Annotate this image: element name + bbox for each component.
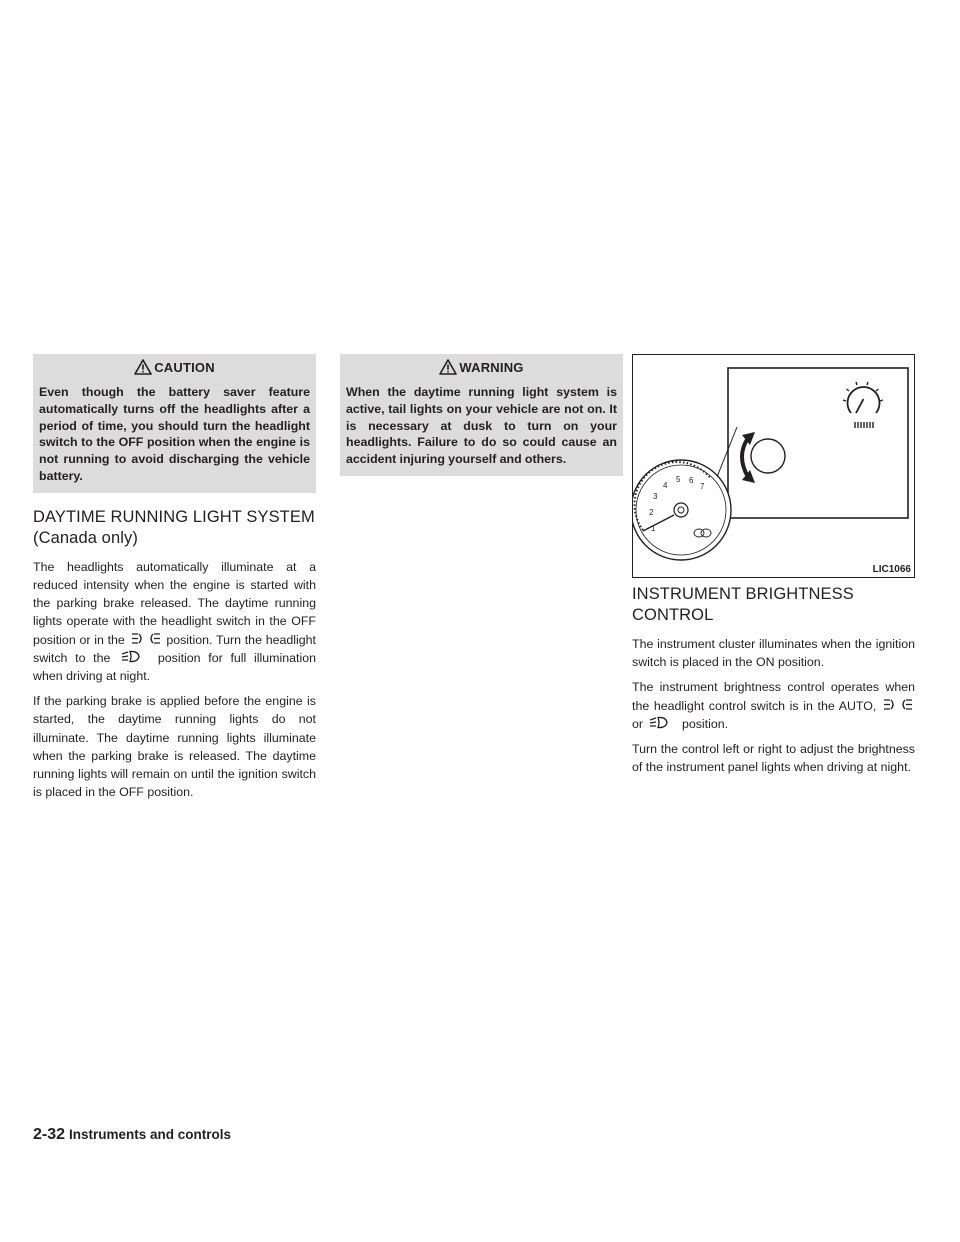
gauge-number-2: 2 <box>649 508 654 517</box>
gauge-number-5: 5 <box>676 475 681 484</box>
instrument-panel-illustration <box>633 355 914 577</box>
drl-paragraph-1 <box>33 558 316 685</box>
drl-heading-line1: DAYTIME RUNNING LIGHT SYSTEM <box>33 507 315 526</box>
dimmer-dial-icon <box>843 382 883 428</box>
brightness-paragraph-1: The instrument cluster illuminates when the ignition switch is placed in the ON position. <box>632 637 915 670</box>
brightness-heading <box>632 584 915 626</box>
brightness-p2-text-c: position. <box>681 716 729 731</box>
gauge-number-7: 7 <box>700 482 705 491</box>
caution-box <box>33 354 316 493</box>
brightness-paragraph-2 <box>632 678 915 733</box>
drl-heading-line2: (Canada only) <box>33 528 138 547</box>
gauge-number-6: 6 <box>689 476 694 485</box>
drl-p1-text-c: position for full illumination when driving at night. <box>33 650 316 683</box>
tachometer-gauge <box>633 460 731 560</box>
headlight-on-icon <box>120 650 146 663</box>
brightness-knob <box>751 439 785 473</box>
section-title: Instruments and controls <box>69 1127 232 1142</box>
warning-text: When the daytime running light system is active, tail lights on your vehicle are not on. It is necessary at dusk to turn on your headlights. Failure to do so could cause an accident injuring yourself and others. <box>346 385 617 467</box>
warning-header <box>340 354 623 380</box>
page-number: 2-32 <box>33 1126 66 1143</box>
page-footer <box>33 1126 231 1144</box>
gauge-number-4: 4 <box>663 481 668 490</box>
brightness-paragraph-3: Turn the control left or right to adjust the brightness of the instrument panel lights when driving at night. <box>632 742 915 775</box>
instrument-brightness-figure <box>632 354 915 578</box>
drl-p1-text-a: The headlights automatically illuminate at a reduced intensity when the engine is started with the parking brake released. The daytime running lights operate with the headlight switch in the OFF position or in the <box>33 559 316 647</box>
warning-triangle-icon <box>134 359 152 375</box>
warning-title: WARNING <box>459 359 524 375</box>
warning-triangle-icon <box>439 359 457 375</box>
gauge-number-1: 1 <box>651 524 656 533</box>
headlight-position-icon <box>883 698 913 711</box>
brightness-heading-line2: CONTROL <box>632 606 714 624</box>
caution-text: Even though the battery saver feature automatically turns off the headlights after a period of time, you should turn the headlight switch to the OFF position when the engine is not running to avoid discharging the vehicle battery. <box>39 385 310 483</box>
brightness-p2-text-b: or <box>632 716 644 731</box>
middle-column <box>340 354 623 476</box>
caution-header <box>33 354 316 380</box>
headlight-on-icon <box>648 716 674 729</box>
gauge-number-3: 3 <box>653 492 658 501</box>
drl-heading <box>33 507 316 549</box>
brightness-p2-text-a: The instrument brightness control operates when the headlight control switch is in the AUTO, <box>632 680 915 713</box>
warning-box <box>340 354 623 476</box>
inset-panel <box>728 368 908 518</box>
brightness-heading-line1: INSTRUMENT BRIGHTNESS <box>632 585 854 603</box>
drl-p1-text-b: position. Turn the headlight switch to the <box>33 632 316 665</box>
left-column <box>33 354 316 808</box>
right-column <box>632 354 915 783</box>
caution-title: CAUTION <box>154 359 215 375</box>
drl-paragraph-2: If the parking brake is applied before the engine is started, the daytime running lights do not illuminate. The daytime running lights illuminate when the parking brake is released. The daytime running lights will remain on until the ignition switch is placed in the OFF position. <box>33 694 316 800</box>
headlight-position-icon <box>131 632 161 645</box>
figure-label: LIC1066 <box>872 564 911 575</box>
